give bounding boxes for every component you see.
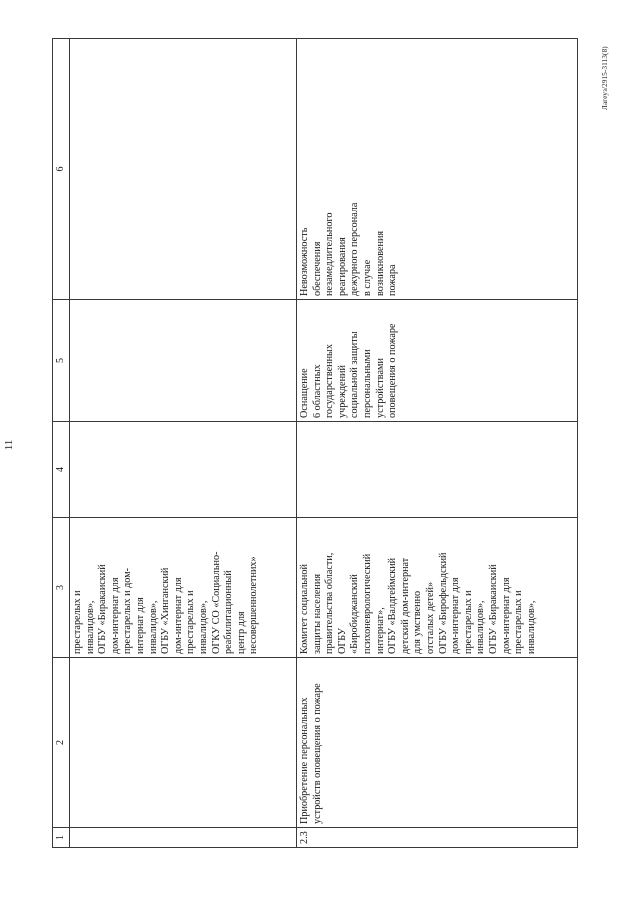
measures-table	[52, 38, 578, 848]
result-cell: Оснащение 6 областных государственных учреждений социальной защиты персональными устройствами оповещения о пожаре	[297, 300, 578, 422]
row-number: 2.3	[297, 828, 578, 848]
risk-cell: Невозможность обеспечения незамедлительного реагирования дежурного персонала в случае возникновения пожара	[297, 39, 578, 300]
executor-cell: престарелых и инвалидов», ОГБУ «Биракаиский дом-интернат для престарелых и дом- интернат для инвалидов», ОГБУ «Хинганский дом-интернат для престарелых и инвалидов», ОГКУ СО «Социально- реабилитационный центр для несовершеннолетних»	[70, 518, 297, 658]
document-code: Лагеуз/2915-3113(8)	[601, 46, 609, 110]
col4-cell	[297, 422, 578, 518]
measure-cell	[70, 658, 297, 828]
page-number: 11	[3, 439, 15, 451]
header-col-1: 1	[53, 828, 70, 848]
header-col-5: 5	[53, 300, 70, 422]
header-col-4: 4	[53, 422, 70, 518]
table-header-row	[53, 39, 70, 848]
result-cell	[70, 300, 297, 422]
risk-cell	[70, 39, 297, 300]
executor-cell: Комитет социальной защиты населения правительства области, ОГБУ «Биробиджанский психоневрологический интернат», ОГБУ «Валдгеймский детский дом-интернат для умственно отсталых детей» ОГБУ «Бирофельдский дом-интернат для престарелых и инвалидов», ОГБУ «Биракаиский дом-интернат для престарелых и инвалидов»,	[297, 518, 578, 658]
header-col-6: 6	[53, 39, 70, 300]
header-col-2: 2	[53, 658, 70, 828]
row-number	[70, 828, 297, 848]
measure-cell: Приобретение персональных устройств оповещения о пожаре	[297, 658, 578, 828]
header-col-3: 3	[53, 518, 70, 658]
col4-cell	[70, 422, 297, 518]
table-row	[297, 39, 578, 848]
table-row	[70, 39, 297, 848]
